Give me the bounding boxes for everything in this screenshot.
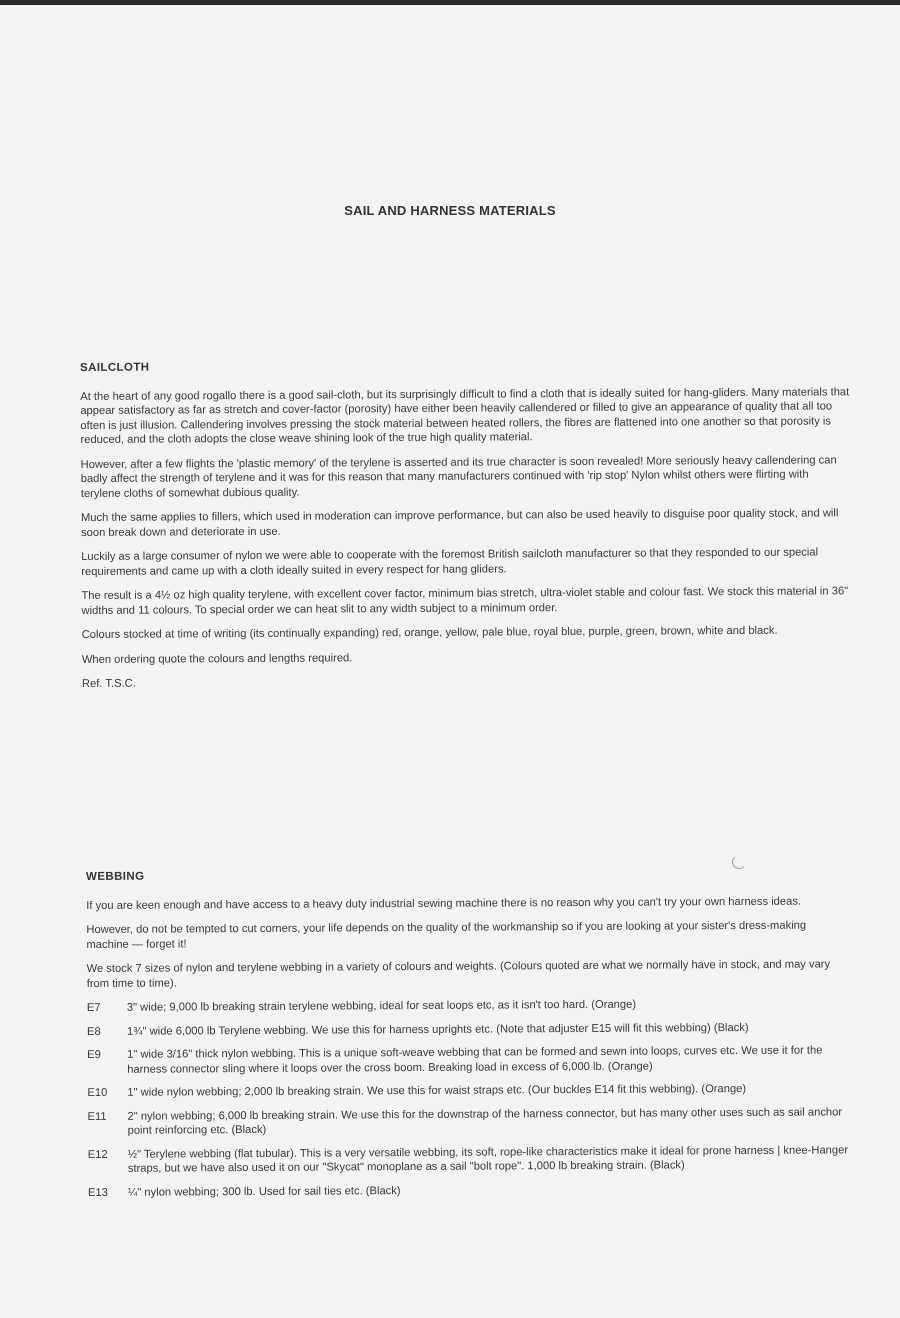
item-description: ¼" nylon webbing; 300 lb. Used for sail ties etc. (Black)	[127, 1184, 401, 1199]
webbing-item	[87, 1043, 851, 1077]
webbing-item	[87, 1105, 851, 1139]
item-code: E12	[87, 1148, 108, 1161]
item-description: ½" Terylene webbing (flat tubular). This is a very versatile webbing, its soft, rope-like characteristics make it ideal for prone harness | knee-Hanger straps, but we have also used it on our "Skycat" monoplane as a sail "bolt rope". 1,000 lb breaking strain. (Black)	[127, 1143, 849, 1175]
webbing-paragraph: If you are keen enough and have access to a heavy duty industrial sewing machine there is no reason why you can't try your own harness ideas.	[86, 895, 802, 912]
sailcloth-section	[80, 356, 852, 701]
item-description: 1¾" wide 6,000 lb Terylene webbing. We use this for harness uprights etc. (Note that adjuster E15 will fit this webbing) (Black)	[126, 1021, 749, 1038]
webbing-paragraph: However, do not be tempted to cut corners, your life depends on the quality of the workmanship so if you are looking at your sister's dress-making machine — forget it!	[86, 919, 807, 951]
webbing-item	[87, 996, 851, 1015]
sailcloth-reference: Ref. T.S.C.	[81, 677, 136, 690]
item-description: 1" wide nylon webbing; 2,000 lb breaking strain. We use this for waist straps etc. (Our buckles E14 fit this webbing). (Orange)	[127, 1082, 747, 1099]
item-code: E7	[86, 1001, 101, 1014]
sailcloth-paragraph: However, after a few flights the 'plastic memory' of the terylene is asserted and its true character is soon revealed! More seriously heavy callendering can badly affect the strength of terylene and it was for this reason that many manufacturers continued with 'rip stop' Nylon whilst others were flirting with terylene cloths of somewhat dubious quality.	[80, 453, 837, 500]
item-code: E8	[86, 1025, 101, 1038]
item-code: E11	[87, 1110, 107, 1123]
item-description: 2" nylon webbing; 6,000 lb breaking strain. We use this for the downstrap of the harness connector, but has many other uses such as sail anchor point reinforcing etc. (Black)	[127, 1105, 843, 1137]
item-description: 1" wide 3/16" thick nylon webbing. This is a unique soft-weave webbing that can be formed and sewn into loops, curves etc. We use it for the harness connector sling where it loops over the cross boom. Breaking load in excess of 6,000 lb. (Orange)	[127, 1044, 823, 1076]
webbing-heading: WEBBING	[86, 870, 145, 883]
webbing-item	[88, 1181, 852, 1200]
sailcloth-paragraph: Much the same applies to fillers, which used in moderation can improve performance, but can also be used heavily to disguise poor quality stock, and will soon break down and deteriorate in use.	[80, 507, 839, 539]
sailcloth-paragraph: Colours stocked at time of writing (its continually expanding) red, orange, yellow, pale blue, royal blue, purple, green, brown, white and black.	[81, 624, 778, 641]
item-code: E13	[87, 1186, 108, 1199]
scan-top-edge	[0, 0, 900, 5]
sailcloth-paragraph: At the heart of any good rogallo there is a good sail-cloth, but its surprisingly difficult to find a cloth that is ideally suited for hang-gliders. Many materials that appear satisfactory as far as stretch and cover-factor (porosity) have either been heavily callendered or filled to give an appearance of quality that all too often is just illusion. Callendering involves pressing the stock material between heated rollers, the fibres are flattened into one another so that porosity is reduced, and the cloth adopts the close weave shining look of the true high quality material.	[80, 385, 850, 446]
webbing-item	[87, 1081, 851, 1100]
sailcloth-heading: SAILCLOTH	[80, 361, 150, 374]
sailcloth-paragraph: Luckily as a large consumer of nylon we were able to cooperate with the foremost British sailcloth manufacturer so that they responded to our special requirements and came up with a cloth ideally suited in every respect for hang gliders.	[81, 546, 819, 578]
webbing-item	[88, 1143, 852, 1177]
sailcloth-paragraph: When ordering quote the colours and lengths required.	[81, 651, 353, 666]
item-code: E10	[87, 1086, 108, 1099]
item-description: 3" wide; 9,000 lb breaking strain terylene webbing, ideal for seat loops etc, as it isn't too hard. (Orange)	[126, 998, 637, 1014]
page-title: SAIL AND HARNESS MATERIALS	[344, 203, 556, 218]
item-code: E9	[87, 1048, 101, 1061]
webbing-paragraph: We stock 7 sizes of nylon and terylene webbing in a variety of colours and weights. (Colours quoted are what we normally have in stock, and may vary from time to time).	[86, 958, 831, 990]
webbing-item	[87, 1020, 851, 1039]
webbing-section	[86, 865, 852, 1209]
sailcloth-paragraph: The result is a 4½ oz high quality terylene, with excellent cover factor, minimum bias stretch, ultra-violet stable and colour fast. We stock this material in 36" widths and 11 colours. To special order we can heat slit to any width subject to a minimum order.	[81, 585, 849, 617]
